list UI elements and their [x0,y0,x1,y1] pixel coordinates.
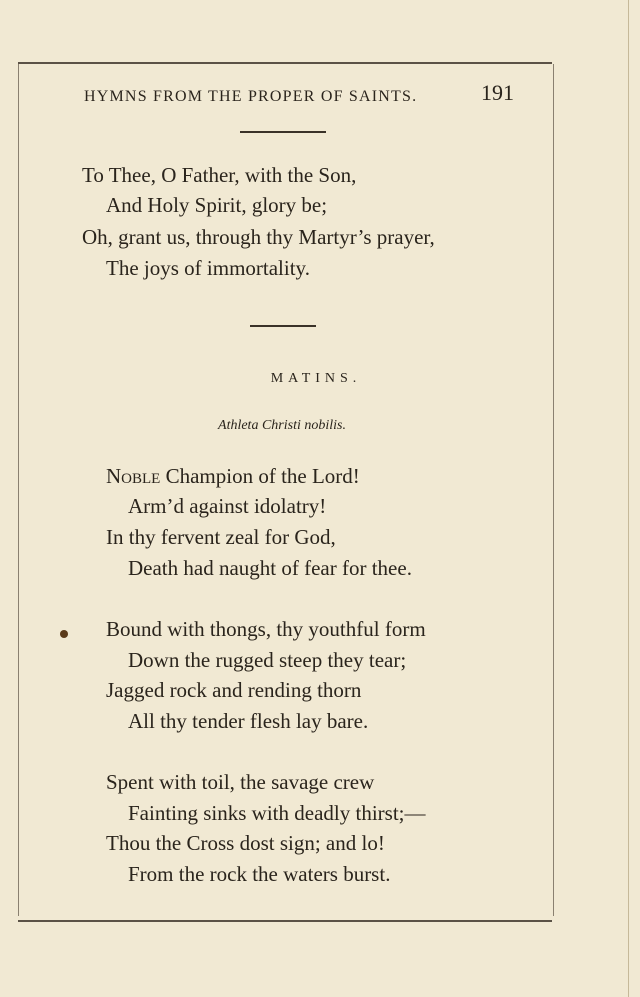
ink-blot [60,630,68,638]
verse-line: And Holy Spirit, glory be; [106,193,328,217]
verse-line: All thy tender flesh lay bare. [128,709,369,733]
verse-line: Spent with toil, the savage crew [106,770,375,794]
running-head-title: HYMNS FROM THE PROPER OF SAINTS. [84,88,418,105]
section-title [0,371,640,387]
verse-line: Jagged rock and rending thorn [106,678,362,702]
verse-line: Fainting sinks with deadly thirst;— [128,801,426,825]
latin-incipit [0,418,640,434]
verse-line: The joys of immortality. [106,256,310,280]
verse-line: Bound with thongs, thy youthful form [106,617,426,641]
verse-line: Death had naught of fear for thee. [128,556,412,580]
verse-line [106,464,360,489]
verse-line: From the rock the waters burst. [128,862,391,886]
section-title-text: MATINS. [270,371,362,386]
page-number: 191 [481,80,514,105]
frame-left-rule [18,64,19,916]
header-divider [240,131,326,133]
verse-line: Arm’d against idolatry! [128,494,327,518]
section-divider [250,325,316,327]
verse-line: Oh, grant us, through thy Martyr’s prayer, [82,225,435,249]
frame-right-rule [553,64,554,916]
verse-line-rest: Champion of the Lord! [160,464,360,488]
drop-word: Noble [106,464,161,488]
verse-line: Thou the Cross dost sign; and lo! [106,831,385,855]
verse-line: To Thee, O Father, with the Son, [82,163,357,187]
latin-incipit-text: Athleta Christi nobilis. [218,418,346,433]
page-edge-line [628,0,629,997]
verse-line: Down the rugged steep they tear; [128,648,407,672]
verse-line: In thy fervent zeal for God, [106,525,336,549]
